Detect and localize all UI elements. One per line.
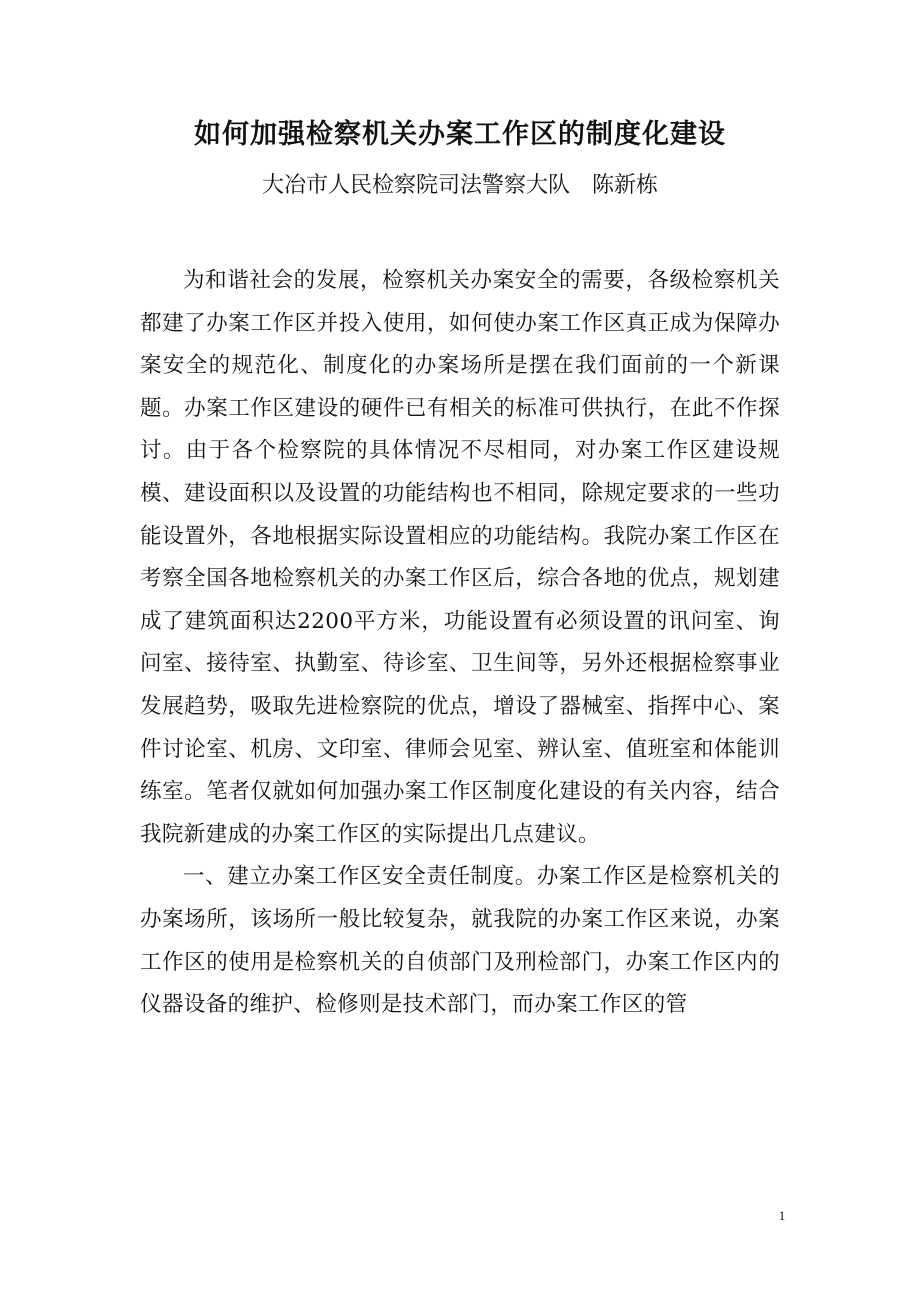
body-paragraph: 为和谐社会的发展，检察机关办案安全的需要，各级检察机关都建了办案工作区并投入使用，如何使办案工作区真正成为保障办案安全的规范化、制度化的办案场所是摆在我们面前的一个新课题。办案工作区建设的硬件已有相关的标准可供执行，在此不作探讨。由于各个检察院的具体情况不尽相同，对办案工作区建设规模、建设面积以及设置的功能结构也不相同，除规定要求的一些功能设置外，各地根据实际设置相应的功能结构。我院办案工作区在考察全国各地检察机关的办案工作区后，综合各地的优点，规划建成了建筑面积达2200平方米，功能设置有必须设置的讯问室、询问室、接待室、执勤室、待诊室、卫生间等，另外还根据检察事业发展趋势，吸取先进检察院的优点，增设了器械室、指挥中心、案件讨论室、机房、文印室、律师会见室、辨认室、值班室和体能训练室。笔者仅就如何加强办案工作区制度化建设的有关内容，结合我院新建成的办案工作区的实际提出几点建议。 <box>140 268 780 847</box>
page-number: 1 <box>778 1208 786 1223</box>
document-title: 如何加强检察机关办案工作区的制度化建设 <box>194 119 726 150</box>
document-body <box>140 260 780 1027</box>
author-byline: 大冶市人民检察院司法警察大队 陈新栋 <box>261 173 658 198</box>
body-paragraph: 一、建立办案工作区安全责任制度。办案工作区是检察机关的办案场所，该场所一般比较复杂，就我院的办案工作区来说，办案工作区的使用是检察机关的自侦部门及刑检部门，办案工作区内的仪器设备的维护、检修则是技术部门，而办案工作区的管 <box>140 864 780 1018</box>
